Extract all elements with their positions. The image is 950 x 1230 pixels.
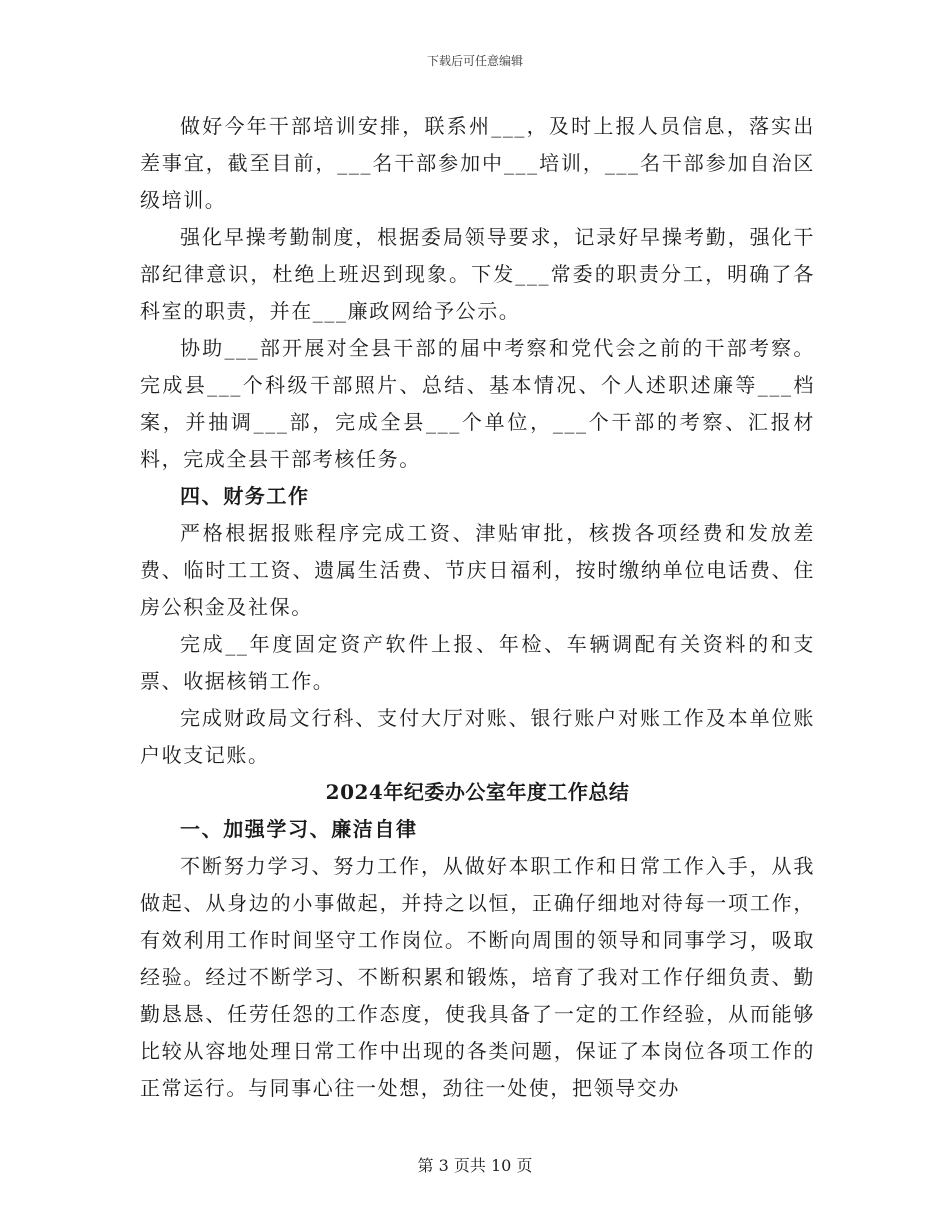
paragraph-finance-approval: 严格根据报账程序完成工资、津贴审批，核拨各项经费和发放差费、临时工工资、遗属生活费、节庆日福利，按时缴纳单位电话费、住房公积金及社保。 xyxy=(140,521,815,619)
paragraph-study: 不断努力学习、努力工作，从做好本职工作和日常工作入手，从我做起、从身边的小事做起，并持之以恒，正确仔细地对待每一项工作，有效利用工作时间坚守工作岗位。不断向周围的领导和同事学习，吸取经验。经过不断学习、不断积累和锻炼，培育了我对工作仔细负责、勤勤恳恳、任劳任怨的工作态度，使我具备了一定的工作经验，从而能够比较从容地处理日常工作中出现的各类问题，保证了本岗位各项工作的正常运行。与同事心往一处想，劲往一处使，把领导交办 xyxy=(140,854,815,1100)
paragraph-training: 做好今年干部培训安排，联系州___，及时上报人员信息，落实出差事宜，截至目前，___名干部参加中___培训，___名干部参加自治区级培训。 xyxy=(140,114,815,212)
paragraph-fixed-assets: 完成__年度固定资产软件上报、年检、车辆调配有关资料的和支票、收据核销工作。 xyxy=(140,632,815,693)
section-heading-finance: 四、财务工作 xyxy=(180,484,310,508)
paragraph-attendance: 强化早操考勤制度，根据委局领导要求，记录好早操考勤，强化干部纪律意识，杜绝上班迟到现象。下发___常委的职责分工，明确了各科室的职责，并在___廉政网给予公示。 xyxy=(140,225,815,323)
paragraph-reconciliation: 完成财政局文行科、支付大厅对账、银行账户对账工作及本单位账户收支记账。 xyxy=(140,706,815,767)
header-note: 下载后可任意编辑 xyxy=(426,54,523,68)
document-title: 2024年纪委办公室年度工作总结 xyxy=(325,780,630,804)
paragraph-inspection: 协助___部开展对全县干部的届中考察和党代会之前的干部考察。完成县___个科级干部照片、总结、基本情况、个人述职述廉等___档案，并抽调___部，完成全县___个单位，___个干部的考察、汇报材料，完成全县干部考核任务。 xyxy=(140,336,815,471)
section-heading-study: 一、加强学习、廉洁自律 xyxy=(180,817,418,841)
document-body xyxy=(140,108,815,1107)
page-number: 第 3 页共 10 页 xyxy=(417,1156,533,1175)
